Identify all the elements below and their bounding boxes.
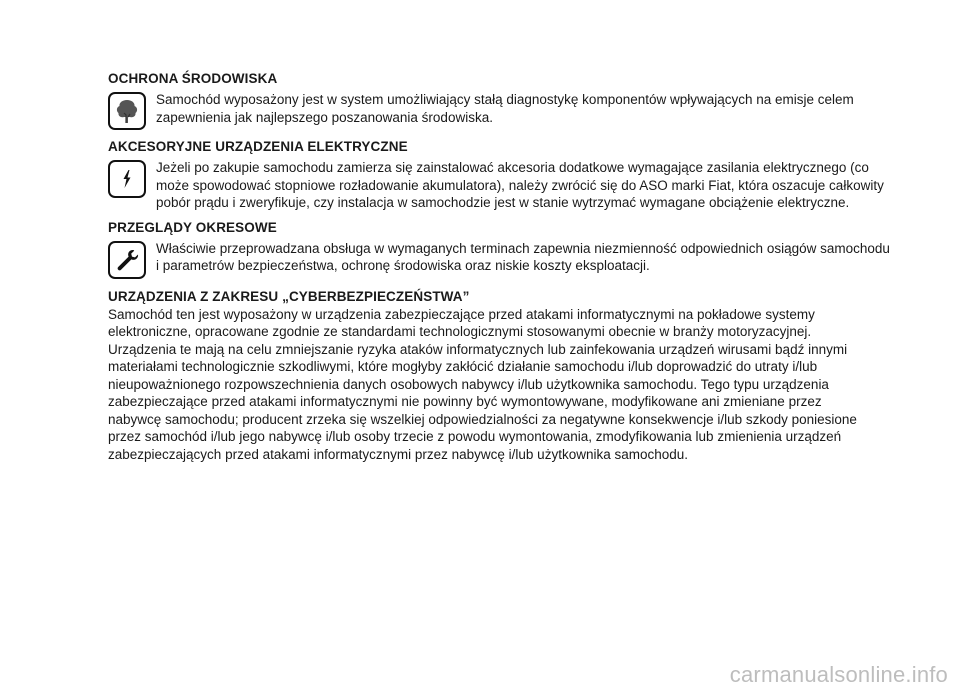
text-line: przez samochód i/lub jego nabywcę i/lub osoby trzecie z powodu wymontowania, zmodyfikowania lub zmienienia urządzeń [108,429,842,444]
paragraph [108,306,898,464]
text-line: zabezpieczające przed atakami informatycznymi nie powinny być wymontowywane, modyfikowane ani zmieniane przez [108,394,822,409]
text-line: Właściwie przeprowadzana obsługa w wymaganych terminach zapewnia niezmienność odpowiednich osiągów samochodu [156,240,890,256]
text-line: Urządzenia te mają na celu zmniejszanie ryzyka ataków informatycznych lub zainfekowania urządzeń wirusami bądź innymi [108,341,848,357]
text-line: może spowodować stopniowe rozładowanie akumulatora), należy zwrócić się do ASO marki Fiat, która oszacuje całkowity [156,177,884,193]
text-line: zabezpieczających przed atakami informatycznymi przez nabywcę i/lub użytkownika samochodu. [108,446,689,462]
section-periodic-inspections [108,219,898,279]
text-line: zapewnienia jak najlepszego poszanowania środowiska. [156,109,493,125]
text-line: Samochód wyposażony jest w system umożliwiający stałą diagnostykę komponentów wpływających na emisje celem [156,92,854,107]
manual-page [108,70,898,463]
section-environment [108,70,898,130]
text-line: nieupoważnionego rozpowszechnienia danych osobowych nabywcy i/lub użytkownika samochodu. Tego typu urządzenia [108,376,829,392]
section-heading: PRZEGLĄDY OKRESOWE [108,219,277,235]
text-line: materiałami technologicznie szkodliwymi, które mogłyby zakłócić działanie samochodu i/lub doprowadzić do utraty i/lub [108,359,818,374]
site-watermark: carmanualsonline.info [729,662,948,687]
lightning-icon [108,160,146,198]
section-heading: OCHRONA ŚRODOWISKA [108,71,278,86]
text-line: Jeżeli po zakupie samochodu zamierza się zainstalować akcesoria dodatkowe wymagające zasilania elektrycznego (co [156,160,869,175]
tree-icon [108,92,146,130]
text-line: pobór prądu i zweryfikuje, czy instalacja w samochodzie jest w stanie wytrzymać wymagane obciążenie elektryczne. [156,195,850,210]
section-heading: AKCESORYJNE URZĄDZENIA ELEKTRYCZNE [108,139,408,154]
section-electrical-accessories [108,138,898,212]
text-line: Samochód ten jest wyposażony w urządzenia zabezpieczające przed atakami informatycznymi na pokładowe systemy [108,306,815,322]
section-heading: URZĄDZENIA Z ZAKRESU „CYBERBEZPIECZEŃSTWA” [108,288,470,304]
text-line: nabywcę samochodu; producent zrzeka się wszelkiej odpowiedzialności za negatywne konsekwencje i/lub szkody poniesione [108,411,857,427]
text-line: i parametrów bezpieczeństwa, ochronę środowiska oraz niskie koszty eksploatacji. [156,258,650,273]
text-line: elektroniczne, opracowane zgodnie ze standardami technologicznymi stosowanymi obecnie w branży motoryzacyjnej. [108,324,812,339]
wrench-icon [108,241,146,279]
section-cybersecurity [108,288,898,464]
